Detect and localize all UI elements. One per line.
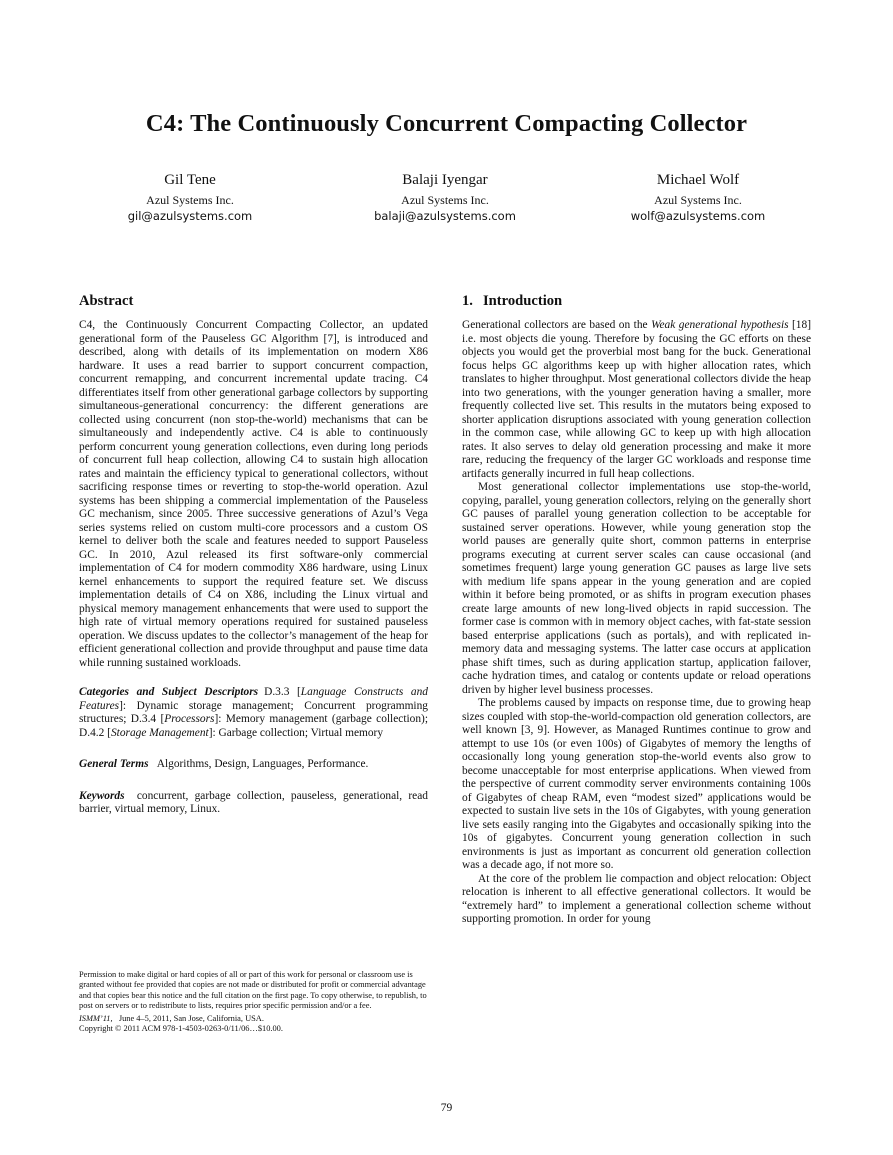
author-name: Michael Wolf (656, 172, 740, 188)
author-email: balaji@azulsystems.com (374, 209, 516, 223)
section-title: Introduction (482, 293, 563, 309)
author-email: wolf@azulsystems.com (630, 209, 766, 223)
conference-line (79, 1014, 428, 1024)
section-number: 1. (462, 293, 473, 309)
intro-text: Generational collectors are based on the (462, 319, 652, 331)
permission-notice: Permission to make digital or hard copies of all or part of this work for personal or classroom use is granted without fee provided that copies are not made or distributed for profit or commercial advantage and that copies bear this notice and the full citation on the first page. To copy otherwise, to republish, to post on servers or to redistribute to lists, requires prior specific permission and/or a fee. (79, 970, 427, 1011)
author-name: Balaji Iyengar (402, 172, 488, 188)
copyright-line: Copyright © 2011 ACM 978-1-4503-0263-0/11/06…$10.00. (79, 1024, 283, 1034)
intro-paragraph: The problems caused by impacts on response time, due to growing heap sizes coupled with stop-the-world-compaction old generation collectors, are well known [3, 9]. However, as Managed Runtimes continue to grow and attempt to use 10s (or even 100s) of Gigabytes of memory the lengths of occasionally long young generation stop-the-world events also grow to become unacceptable for most enterprise applications. When viewed from the perspective of current commodity server environments containing 100s of Gigabytes of cheap RAM, even “modest sized” applications would be expected to sustain live sets in the 10s of Gigabytes, with young generation live sets easily ranging into the Gigabytes and occasionally spiking into the 10s of gigabytes. Concurrent young generation collection in such environments is just as important as concurrent old generation collection was a decade ago, if not more so. (462, 697, 811, 871)
author-affiliation: Azul Systems Inc. (401, 193, 489, 207)
keywords (79, 790, 428, 817)
author-affiliation: Azul Systems Inc. (654, 193, 742, 207)
categories-label: Categories and Subject Descriptors (79, 686, 259, 698)
paper-title: C4: The Continuously Concurrent Compacting Collector (145, 110, 748, 137)
author-block (583, 170, 813, 225)
general-terms-label: General Terms (79, 758, 149, 770)
left-column (79, 292, 428, 817)
conference-details: June 4–5, 2011, San Jose, California, USA. (118, 1013, 264, 1023)
author-name: Gil Tene (164, 172, 216, 188)
categories-text: ]: Memory management (garbage collection); D.4.2 [ (79, 713, 429, 739)
general-terms (79, 758, 428, 772)
author-email: gil@azulsystems.com (127, 209, 253, 223)
abstract-heading: Abstract (79, 293, 134, 309)
intro-italic: Weak generational hypothesis (651, 319, 789, 331)
intro-paragraph: At the core of the problem lie compaction and object relocation: Object relocation is inherent to all effective generational collectors. It would be “extremely hard” to implement a generational collection scheme without supporting promotion. In order for young (462, 872, 811, 925)
intro-paragraph (462, 319, 811, 481)
intro-paragraph: Most generational collector implementations use stop-the-world, copying, parallel, young generation collectors, relying on the generally short GC pauses of parallel young generation collection to be acceptable for sustained server operations. However, while young generation stop the world pauses are generally quite short, common patterns in enterprise programs executing at current server scales can cause occasional (and sometimes frequent) large young generation GC pauses as large live sets with medium life spans appear in the young generation and are copied within it before being promoted, or as shifts in program execution phases create large amounts of new long-lived objects in rapid succession. The former case is common with in memory object caches, with fat-state session based enterprise applications (such as portals), and with replicated in-memory data and messaging systems. The latter case occurs at application phase shift times, such as during application startup, application failover, cache hydration times, and catalog or contents update or reload operations driven by higher level business processes. (462, 481, 811, 696)
abstract-text: C4, the Continuously Concurrent Compacting Collector, an updated generational form of the Pauseless GC Algorithm [7], is introduced and described, along with details of its implementation on modern X86 hardware. It uses a read barrier to support concurrent compaction, concurrent remapping, and concurrent incremental update tracing. C4 differentiates itself from other generational garbage collectors by supporting simultaneous-generational concurrency: the different generations are collected using concurrent (non stop-the-world) mechanisms that can be simultaneously and independently active. C4 is able to continuously perform concurrent young generation collections, even during long periods of concurrent full heap collection, allowing C4 to sustain high allocation rates and maintain the efficiency typical to generational collectors, without sacrificing response times or reverting to stop-the-world operation. Azul systems has been shipping a commercial implementation of the Pauseless GC mechanism, since 2005. Three successive generations of Azul’s Vega series systems relied on custom multi-core processors and a custom OS kernel to deliver both the scale and features needed to support Pauseless GC. In 2010, Azul released its first software-only commercial implementation of C4 for modern commodity X86 hardware, using Linux kernel enhancements to support the required feature set. We discuss implementation details of C4 on X86, including the Linux virtual and physical memory management enhancements that were used to support the high rate of virtual memory operations required for sustained pauseless operation. We discuss updates to the collector’s management of the heap for efficient generational collection and provide throughput and pause time data while running sustained workloads. (79, 319, 428, 669)
general-terms-text: Algorithms, Design, Languages, Performance. (156, 758, 369, 770)
page-number: 79 (440, 1102, 453, 1114)
categories-descriptors (79, 686, 428, 740)
introduction-heading (462, 292, 811, 311)
author-block (330, 170, 560, 225)
conference-name: ISMM’11, (79, 1013, 113, 1023)
categories-italic: Storage Management (110, 726, 209, 739)
footnote (79, 970, 428, 1034)
keywords-text: concurrent, garbage collection, pauseless, generational, read barrier, virtual memory, Linux. (79, 789, 428, 815)
author-affiliation: Azul Systems Inc. (146, 193, 234, 207)
categories-italic: Processors (164, 713, 215, 725)
intro-text: [18] i.e. most objects die young. Therefore by focusing the GC efforts on these objects you would get the proverbial most bang for the buck. Generational focus helps GC algorithms keep up with higher allocation rates, which translates to higher throughput. Most generational collectors divide the heap into two generations, with the younger generation having a smaller, more frequently collected live set. This results in the mutators being exposed to shorter application disruptions associated with young generation collection in the common case, while allowing GC to keep up with high allocation rates. It also serves to delay old generation processing and make it more rare, reducing the frequency of the larger GC workloads and response time artifacts generally incurred in full heap collections. (462, 319, 811, 480)
author-block (75, 170, 305, 225)
keywords-label: Keywords (79, 789, 125, 802)
categories-text: ]: Garbage collection; Virtual memory (208, 726, 384, 739)
right-column (462, 292, 811, 927)
categories-text: D.3.3 [ (264, 686, 301, 698)
categories-text: ]: Dynamic storage management; Concurrent programming structures; D.3.4 [ (79, 699, 428, 725)
categories-italic: Language Constructs and Features (79, 686, 428, 712)
